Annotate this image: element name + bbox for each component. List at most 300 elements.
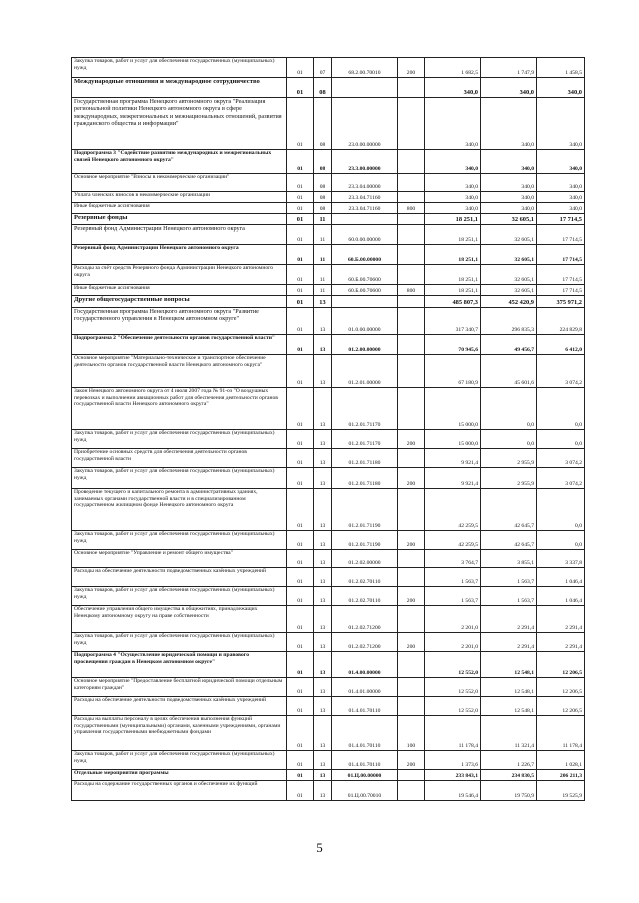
subsection-cell: 13 [314,388,332,430]
subsection-cell: 08 [314,98,332,150]
amount-year3-cell: 12 206,5 [537,678,585,697]
expense-type-cell [398,335,425,355]
expense-type-cell [398,678,425,697]
table-row [72,214,585,225]
target-article-cell: 01.4.01.70110 [332,716,398,751]
subsection-cell: 13 [314,468,332,489]
amount-year2-cell: 2 291,4 [481,606,537,633]
amount-year1-cell: 3 764,7 [425,550,481,568]
target-article-cell: 01.2.01.00000 [332,355,398,388]
row-name-cell: Подпрограмма 2 "Обеспечение деятельности органов государственной власти" [72,335,287,355]
target-article-cell: 01.4.00.00000 [332,652,398,678]
target-article-cell: 01.2.01.71180 [332,449,398,468]
amount-year1-cell: 18 251,1 [425,285,481,296]
amount-year3-cell: 17 714,5 [537,245,585,265]
row-name-cell: Подпрограмма 4 "Осуществление юридической помощи и правового просвещения граждан в Ненецком автономном округе" [72,652,287,678]
section-cell: 01 [287,587,314,606]
subsection-cell: 13 [314,568,332,587]
section-cell: 01 [287,174,314,192]
subsection-cell: 08 [314,78,332,98]
amount-year3-cell: 375 971,2 [537,296,585,308]
subsection-cell: 08 [314,174,332,192]
section-cell: 01 [287,697,314,716]
subsection-cell: 11 [314,285,332,296]
table-row [72,150,585,174]
subsection-cell: 13 [314,697,332,716]
target-article-cell: 68.2.00.70010 [332,58,398,78]
amount-year3-cell: 0,0 [537,388,585,430]
row-name-cell: Иные бюджетные ассигнования [72,285,287,296]
amount-year3-cell: 206 211,3 [537,770,585,781]
amount-year3-cell: 340,0 [537,174,585,192]
target-article-cell: 01.Ц.00.00000 [332,770,398,781]
expense-type-cell [398,265,425,285]
subsection-cell: 13 [314,430,332,449]
amount-year2-cell: 32 605,1 [481,225,537,245]
amount-year2-cell: 45 601,6 [481,355,537,388]
target-article-cell: 60.Б.00.00000 [332,245,398,265]
section-cell: 01 [287,770,314,781]
section-cell: 01 [287,678,314,697]
section-cell: 01 [287,568,314,587]
amount-year2-cell: 452 420,9 [481,296,537,308]
amount-year2-cell: 1 563,7 [481,587,537,606]
target-article-cell: 01.2.01.71170 [332,388,398,430]
amount-year3-cell: 2 291,4 [537,633,585,652]
section-cell: 01 [287,214,314,225]
amount-year2-cell: 42 645,7 [481,489,537,531]
amount-year3-cell: 12 206,5 [537,652,585,678]
budget-table-body [72,58,585,801]
subsection-cell: 11 [314,225,332,245]
budget-table-sheet [71,57,584,801]
amount-year2-cell: 0,0 [481,388,537,430]
subsection-cell: 13 [314,770,332,781]
amount-year2-cell: 340,0 [481,78,537,98]
target-article-cell: 01.2.02.70110 [332,587,398,606]
table-row [72,203,585,214]
section-cell: 01 [287,78,314,98]
amount-year1-cell: 15 000,0 [425,388,481,430]
section-cell: 01 [287,468,314,489]
amount-year2-cell: 2 955,9 [481,449,537,468]
section-cell: 01 [287,245,314,265]
amount-year2-cell: 340,0 [481,174,537,192]
target-article-cell [332,78,398,98]
table-row [72,781,585,801]
target-article-cell: 60.0.00.00000 [332,225,398,245]
row-name-cell: Расходы на содержание государственных органов и обеспечение их функций [72,781,287,801]
row-name-cell: Обеспечение управления общего имущества в общежитиях, принадлежащих Ненецкому автономному округу на праве собственности [72,606,287,633]
amount-year2-cell: 32 605,1 [481,245,537,265]
subsection-cell: 13 [314,587,332,606]
amount-year1-cell: 15 000,0 [425,430,481,449]
target-article-cell: 60.Б.00.70600 [332,265,398,285]
amount-year1-cell: 19 546,4 [425,781,481,801]
amount-year2-cell: 1 563,7 [481,568,537,587]
section-cell: 01 [287,308,314,335]
expense-type-cell [398,245,425,265]
subsection-cell: 13 [314,678,332,697]
table-row [72,770,585,781]
expense-type-cell: 200 [398,587,425,606]
expense-type-cell: 800 [398,285,425,296]
amount-year3-cell: 11 178,4 [537,716,585,751]
section-cell: 01 [287,633,314,652]
subsection-cell: 13 [314,308,332,335]
expense-type-cell [398,781,425,801]
amount-year2-cell: 32 605,1 [481,285,537,296]
amount-year3-cell: 3 074,2 [537,468,585,489]
amount-year3-cell: 3 337,8 [537,550,585,568]
amount-year1-cell: 9 921,4 [425,449,481,468]
amount-year3-cell: 1 046,4 [537,587,585,606]
target-article-cell [332,214,398,225]
subsection-cell: 11 [314,265,332,285]
table-row [72,751,585,770]
table-row [72,308,585,335]
section-cell: 01 [287,550,314,568]
amount-year2-cell: 340,0 [481,150,537,174]
amount-year2-cell: 296 835,3 [481,308,537,335]
amount-year2-cell: 12 548,1 [481,652,537,678]
amount-year3-cell: 1 046,4 [537,568,585,587]
subsection-cell: 13 [314,550,332,568]
target-article-cell: 01.4.01.70110 [332,751,398,770]
amount-year1-cell: 317 340,7 [425,308,481,335]
section-cell: 01 [287,606,314,633]
section-cell: 01 [287,192,314,203]
row-name-cell: Резервный фонд Администрации Ненецкого автономного округа [72,245,287,265]
amount-year2-cell: 1 747,9 [481,58,537,78]
amount-year2-cell: 340,0 [481,192,537,203]
row-name-cell: Закупка товаров, работ и услуг для обеспечения государственных (муниципальных) нужд [72,751,287,770]
section-cell: 01 [287,296,314,308]
subsection-cell: 07 [314,58,332,78]
row-name-cell: Закупка товаров, работ и услуг для обеспечения государственных (муниципальных) нужд [72,531,287,550]
expense-type-cell [398,308,425,335]
expense-type-cell: 200 [398,430,425,449]
target-article-cell: 23.3.04.00000 [332,174,398,192]
expense-type-cell: 800 [398,203,425,214]
row-name-cell: Резервные фонды [72,214,287,225]
table-row [72,285,585,296]
subsection-cell: 13 [314,652,332,678]
expense-type-cell [398,78,425,98]
target-article-cell: 23.3.04.71160 [332,192,398,203]
section-cell: 01 [287,430,314,449]
amount-year1-cell: 42 259,5 [425,531,481,550]
target-article-cell: 01.4.01.70110 [332,697,398,716]
table-row [72,225,585,245]
expense-type-cell [398,296,425,308]
row-name-cell: Расходы на выплаты персоналу в целях обеспечения выполнения функций государственными (муниципальными) органами, казенными учреждениями, органами управления государственными внебюджетными фондами [72,716,287,751]
target-article-cell: 01.2.02.00000 [332,550,398,568]
section-cell: 01 [287,751,314,770]
amount-year3-cell: 3 074,2 [537,355,585,388]
expense-type-cell [398,98,425,150]
row-name-cell: Отдельные мероприятия программы [72,770,287,781]
subsection-cell: 08 [314,192,332,203]
table-row [72,78,585,98]
section-cell: 01 [287,652,314,678]
target-article-cell: 01.2.01.71170 [332,430,398,449]
table-row [72,430,585,449]
amount-year3-cell: 340,0 [537,192,585,203]
section-cell: 01 [287,285,314,296]
expense-type-cell [398,449,425,468]
row-name-cell: Закупка товаров, работ и услуг для обеспечения государственных (муниципальных) нужд [72,430,287,449]
target-article-cell [332,296,398,308]
section-cell: 01 [287,98,314,150]
table-row [72,58,585,78]
amount-year3-cell: 3 074,2 [537,449,585,468]
row-name-cell: Основное мероприятие "Материально-техническое и транспортное обеспечение деятельности органов государственной власти Ненецкого автономного округа" [72,355,287,388]
amount-year3-cell: 224 829,8 [537,308,585,335]
amount-year3-cell: 340,0 [537,150,585,174]
expense-type-cell [398,214,425,225]
amount-year3-cell: 340,0 [537,98,585,150]
row-name-cell: Приобретение основных средств для обеспечения деятельности органов государственной власти [72,449,287,468]
amount-year2-cell: 340,0 [481,98,537,150]
expense-type-cell [398,192,425,203]
amount-year2-cell: 11 321,4 [481,716,537,751]
section-cell: 01 [287,58,314,78]
row-name-cell: Закупка товаров, работ и услуг для обеспечения государственных (муниципальных) нужд [72,633,287,652]
row-name-cell: Иные бюджетные ассигнования [72,203,287,214]
page-number: 5 [316,840,323,855]
amount-year2-cell: 234 830,5 [481,770,537,781]
amount-year3-cell: 0,0 [537,430,585,449]
amount-year1-cell: 1 373,6 [425,751,481,770]
target-article-cell: 01.2.01.71190 [332,489,398,531]
table-row [72,568,585,587]
table-row [72,335,585,355]
subsection-cell: 13 [314,606,332,633]
subsection-cell: 08 [314,203,332,214]
table-row [72,652,585,678]
expense-type-cell: 200 [398,633,425,652]
subsection-cell: 13 [314,716,332,751]
table-row [72,245,585,265]
target-article-cell: 01.2.02.71200 [332,606,398,633]
target-article-cell: 23.3.00.00000 [332,150,398,174]
amount-year1-cell: 1 563,7 [425,568,481,587]
amount-year2-cell: 3 855,1 [481,550,537,568]
row-name-cell: Закупка товаров, работ и услуг для обеспечения государственных (муниципальных) нужд [72,587,287,606]
target-article-cell: 01.2.00.00000 [332,335,398,355]
table-row [72,296,585,308]
amount-year3-cell: 12 206,5 [537,697,585,716]
amount-year1-cell: 340,0 [425,98,481,150]
amount-year3-cell: 17 714,5 [537,265,585,285]
row-name-cell: Закупка товаров, работ и услуг для обеспечения государственных (муниципальных) нужд [72,468,287,489]
amount-year1-cell: 1 563,7 [425,587,481,606]
row-name-cell: Основное мероприятие "Управление и ремонт общего имущества" [72,550,287,568]
target-article-cell: 60.Б.00.70600 [332,285,398,296]
amount-year3-cell: 19 525,9 [537,781,585,801]
expense-type-cell [398,606,425,633]
amount-year1-cell: 18 251,1 [425,225,481,245]
table-row [72,633,585,652]
section-cell: 01 [287,355,314,388]
row-name-cell: Основное мероприятие "Предоставление бесплатной юридической помощи отдельным категориям граждан" [72,678,287,697]
target-article-cell: 01.0.00.00000 [332,308,398,335]
amount-year3-cell: 1 458,5 [537,58,585,78]
row-name-cell: Уплата членских взносов в некоммерческие организации [72,192,287,203]
expense-type-cell [398,652,425,678]
target-article-cell: 01.2.01.71180 [332,468,398,489]
amount-year1-cell: 12 552,0 [425,652,481,678]
subsection-cell: 13 [314,751,332,770]
subsection-cell: 13 [314,335,332,355]
section-cell: 01 [287,203,314,214]
row-name-cell: Расходы за счёт средств Резервного фонда Администрации Ненецкого автономного округа [72,265,287,285]
table-row [72,174,585,192]
target-article-cell: 01.2.02.70110 [332,568,398,587]
amount-year1-cell: 12 552,0 [425,678,481,697]
table-row [72,606,585,633]
expense-type-cell: 200 [398,751,425,770]
target-article-cell: 01.4.01.00000 [332,678,398,697]
amount-year1-cell: 18 251,1 [425,265,481,285]
amount-year3-cell: 0,0 [537,531,585,550]
amount-year1-cell: 340,0 [425,78,481,98]
table-row [72,531,585,550]
amount-year1-cell: 485 807,3 [425,296,481,308]
amount-year2-cell: 2 955,9 [481,468,537,489]
row-name-cell: Закупка товаров, работ и услуг для обеспечения государственных (муниципальных) нужд [72,58,287,78]
expense-type-cell: 100 [398,716,425,751]
amount-year2-cell: 49 456,7 [481,335,537,355]
subsection-cell: 13 [314,531,332,550]
table-row [72,587,585,606]
amount-year3-cell: 17 714,5 [537,285,585,296]
table-row [72,697,585,716]
expense-type-cell [398,388,425,430]
section-cell: 01 [287,225,314,245]
expense-type-cell [398,225,425,245]
target-article-cell: 01.2.02.71200 [332,633,398,652]
amount-year3-cell: 2 291,4 [537,606,585,633]
amount-year2-cell: 42 645,7 [481,531,537,550]
subsection-cell: 11 [314,214,332,225]
row-name-cell: Резервный фонд Администрации Ненецкого автономного округа [72,225,287,245]
subsection-cell: 13 [314,355,332,388]
amount-year1-cell: 233 843,1 [425,770,481,781]
table-row [72,449,585,468]
expense-type-cell [398,770,425,781]
amount-year1-cell: 340,0 [425,203,481,214]
amount-year1-cell: 18 251,1 [425,214,481,225]
subsection-cell: 13 [314,449,332,468]
row-name-cell: Международные отношения и международное сотрудничество [72,78,287,98]
amount-year1-cell: 2 201,0 [425,633,481,652]
amount-year1-cell: 340,0 [425,174,481,192]
amount-year2-cell: 1 226,7 [481,751,537,770]
section-cell: 01 [287,781,314,801]
table-row [72,468,585,489]
subsection-cell: 13 [314,633,332,652]
amount-year2-cell: 340,0 [481,203,537,214]
amount-year1-cell: 42 259,5 [425,489,481,531]
amount-year3-cell: 17 714,5 [537,225,585,245]
row-name-cell: Расходы на обеспечение деятельности подведомственных казённых учреждений [72,697,287,716]
amount-year2-cell: 12 548,1 [481,678,537,697]
row-name-cell: Подпрограмма 3 "Содействие развитию международных и межрегиональных связей Ненецкого автономного округа" [72,150,287,174]
expense-type-cell [398,174,425,192]
amount-year3-cell: 340,0 [537,203,585,214]
amount-year1-cell: 9 921,4 [425,468,481,489]
table-row [72,716,585,751]
row-name-cell: Основное мероприятие "Взносы в некоммерческие организации" [72,174,287,192]
amount-year2-cell: 32 605,1 [481,265,537,285]
amount-year1-cell: 1 682,5 [425,58,481,78]
table-row [72,192,585,203]
section-cell: 01 [287,388,314,430]
expense-type-cell [398,568,425,587]
expense-type-cell [398,150,425,174]
amount-year2-cell: 12 548,1 [481,697,537,716]
subsection-cell: 11 [314,245,332,265]
section-cell: 01 [287,531,314,550]
table-row [72,489,585,531]
section-cell: 01 [287,150,314,174]
expense-type-cell [398,489,425,531]
amount-year3-cell: 340,0 [537,78,585,98]
amount-year3-cell: 6 412,0 [537,335,585,355]
amount-year1-cell: 18 251,1 [425,245,481,265]
table-row [72,355,585,388]
subsection-cell: 08 [314,150,332,174]
target-article-cell: 23.3.04.71160 [332,203,398,214]
expense-type-cell: 200 [398,531,425,550]
expense-type-cell: 200 [398,468,425,489]
amount-year2-cell: 0,0 [481,430,537,449]
expense-type-cell [398,550,425,568]
amount-year1-cell: 2 201,0 [425,606,481,633]
amount-year2-cell: 2 291,4 [481,633,537,652]
row-name-cell: Государственная программа Ненецкого автономного округа "Развитие государственного управления в Ненецком автономном округе" [72,308,287,335]
row-name-cell: Другие общегосударственные вопросы [72,296,287,308]
amount-year3-cell: 0,0 [537,489,585,531]
section-cell: 01 [287,449,314,468]
amount-year1-cell: 340,0 [425,192,481,203]
budget-table [71,57,585,801]
expense-type-cell: 200 [398,58,425,78]
row-name-cell: Проведение текущего и капитального ремонта в административных зданиях, занимаемых органами государственной власти и в специализированном государственном жилищном фонде Ненецкого автономного округа [72,489,287,531]
row-name-cell: Расходы на обеспечение деятельности подведомственных казённых учреждений [72,568,287,587]
amount-year1-cell: 70 945,6 [425,335,481,355]
target-article-cell: 01.2.01.71190 [332,531,398,550]
subsection-cell: 13 [314,781,332,801]
target-article-cell: 23.0.00.00000 [332,98,398,150]
amount-year3-cell: 1 028,1 [537,751,585,770]
amount-year1-cell: 11 178,4 [425,716,481,751]
amount-year1-cell: 340,0 [425,150,481,174]
row-name-cell: Государственная программа Ненецкого автономного округа "Реализация региональной политики Ненецкого автономного округа в сфере международных, межрегиональных и межнациональных отношений, развития гражданского общества и информации" [72,98,287,150]
subsection-cell: 13 [314,296,332,308]
target-article-cell: 01.Ц.00.70010 [332,781,398,801]
row-name-cell: Закон Ненецкого автономного округа от 4 июля 2007 года № 91-оз "О воздушных перевозках и выполнении авиационных работ для обеспечения деятельности органов государственной власти Ненецкого автономного округа" [72,388,287,430]
amount-year1-cell: 67 180,9 [425,355,481,388]
amount-year3-cell: 17 714,5 [537,214,585,225]
section-cell: 01 [287,335,314,355]
subsection-cell: 13 [314,489,332,531]
table-row [72,98,585,150]
amount-year2-cell: 32 605,1 [481,214,537,225]
amount-year1-cell: 12 552,0 [425,697,481,716]
